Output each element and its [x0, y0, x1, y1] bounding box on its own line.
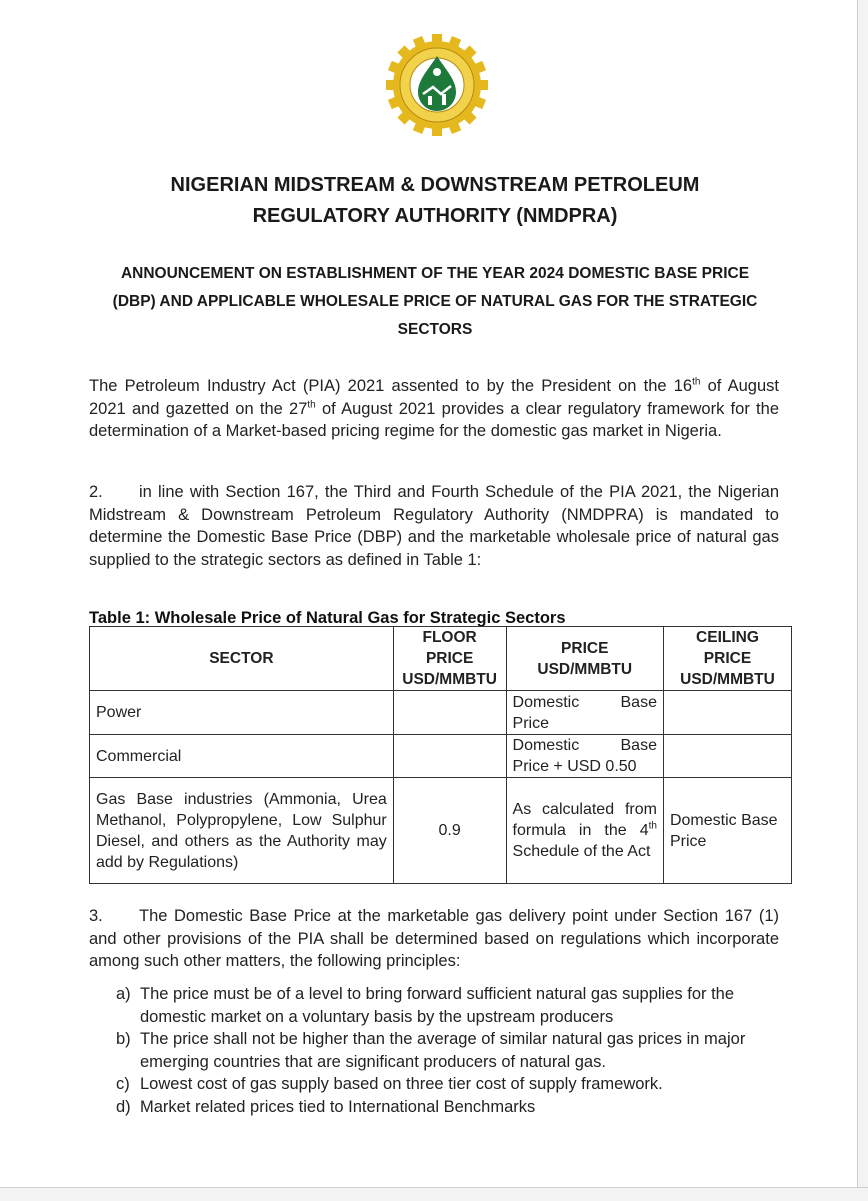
- cell-floor: [393, 735, 506, 778]
- cell-ceiling: Domestic Base Price: [663, 778, 791, 884]
- principles-list: [116, 983, 780, 1118]
- header-floor-line: PRICE: [425, 650, 474, 667]
- nmdpra-logo: [384, 32, 490, 138]
- paragraph-3: [89, 905, 779, 973]
- nmdpra-gear-emblem-icon: [384, 32, 490, 138]
- ordinal-suffix: th: [307, 399, 316, 410]
- table-row: [90, 735, 792, 778]
- paragraph-2-text: in line with Section 167, the Third and Fourth Schedule of the PIA 2021, the Nigerian Midstream & Downstream Petroleum Regulatory Authority (NMDPRA) is mandated to determine the Domestic Base Price (DBP) and the marketable wholesale price of natural gas supplied to the strategic sectors as defined in Table 1:: [89, 483, 779, 569]
- paragraph-2-number: 2.: [89, 483, 103, 501]
- table-header-row: [90, 627, 792, 691]
- cell-floor: 0.9: [393, 778, 506, 884]
- organization-title-line-1: NIGERIAN MIDSTREAM & DOWNSTREAM PETROLEUM: [170, 174, 700, 196]
- paragraph-3-number: 3.: [89, 907, 103, 925]
- announcement-title-line-1: ANNOUNCEMENT ON ESTABLISHMENT OF THE YEAR 2024 DOMESTIC BASE PRICE: [120, 265, 750, 282]
- header-sector: SECTOR: [90, 627, 394, 691]
- cell-price-text-b: Schedule of the Act: [512, 843, 651, 860]
- cell-sector: Commercial: [90, 735, 394, 778]
- table-caption: Table 1: Wholesale Price of Natural Gas for Strategic Sectors: [89, 609, 566, 627]
- wholesale-price-table: [89, 626, 792, 884]
- cell-price-text-a: As calculated from formula in the 4: [512, 801, 657, 839]
- cell-sector: Gas Base industries (Ammonia, Urea Methanol, Polypropylene, Low Sulphur Diesel, and others as the Authority may add by Regulations): [90, 778, 394, 884]
- announcement-title-line-3: SECTORS: [397, 321, 473, 338]
- header-price-line: PRICE: [561, 639, 609, 657]
- cell-price: Domestic Base Price + USD 0.50: [506, 735, 663, 778]
- list-item-text: Lowest cost of gas supply based on three tier cost of supply framework.: [140, 1075, 663, 1093]
- announcement-title: [60, 260, 810, 344]
- paragraph-1: [89, 375, 779, 443]
- list-marker: d): [116, 1097, 131, 1116]
- list-item-text: The price shall not be higher than the average of similar natural gas prices in major emerging countries that are significant producers of natural gas.: [140, 1030, 746, 1071]
- ordinal-suffix: th: [648, 820, 657, 832]
- list-marker: b): [116, 1030, 131, 1048]
- list-item-text: The price must be of a level to bring forward sufficient natural gas supplies for the domestic market on a voluntary basis by the upstream producers: [140, 985, 735, 1026]
- header-ceiling-line: PRICE: [703, 650, 752, 667]
- announcement-title-line-2: (DBP) AND APPLICABLE WHOLESALE PRICE OF NATURAL GAS FOR THE STRATEGIC: [112, 293, 758, 310]
- header-floor-price: [393, 627, 506, 691]
- cell-floor: [393, 691, 506, 735]
- cell-price: Domestic Base Price: [506, 691, 663, 735]
- scan-frame-right-edge: [857, 0, 868, 1200]
- paragraph-3-text: The Domestic Base Price at the marketable gas delivery point under Section 167 (1) and other provisions of the PIA shall be determined based on regulations which incorporate among such other matters, the following principles:: [89, 907, 779, 970]
- list-item: [116, 1096, 780, 1119]
- list-marker: a): [116, 985, 131, 1003]
- paragraph-1-text-b: of August 2021 and gazetted on the 27: [89, 377, 779, 418]
- list-marker: c): [116, 1075, 130, 1093]
- table-row: [90, 691, 792, 735]
- list-item-text: Market related prices tied to International Benchmarks: [140, 1097, 536, 1116]
- header-price-line: USD/MMBTU: [537, 660, 633, 678]
- ordinal-suffix: th: [692, 376, 701, 388]
- paragraph-1-text-c: of August 2021 provides a clear regulatory framework for the determination of a Market-based pricing regime for the domestic gas market in Nigeria.: [89, 399, 779, 440]
- cell-ceiling: [663, 691, 791, 735]
- table-row: [90, 778, 792, 884]
- header-ceiling-line: USD/MMBTU: [680, 671, 775, 688]
- organization-title: [40, 170, 830, 232]
- list-item: [116, 1073, 780, 1096]
- header-ceiling-price: [663, 627, 791, 691]
- paragraph-1-text-a: The Petroleum Industry Act (PIA) 2021 assented to by the President on the 16: [89, 377, 693, 395]
- cell-ceiling: [663, 735, 791, 778]
- header-floor-line: FLOOR: [422, 629, 477, 646]
- header-price: [506, 627, 663, 691]
- paragraph-2: [89, 481, 779, 571]
- header-ceiling-line: CEILING: [696, 629, 759, 646]
- header-floor-line: USD/MMBTU: [402, 671, 497, 688]
- list-item: [116, 983, 780, 1028]
- cell-sector: Power: [90, 691, 394, 735]
- cell-price: [506, 778, 663, 884]
- list-item: [116, 1028, 780, 1073]
- organization-title-line-2: REGULATORY AUTHORITY (NMDPRA): [252, 205, 618, 227]
- scan-frame-bottom-edge: [0, 1187, 868, 1201]
